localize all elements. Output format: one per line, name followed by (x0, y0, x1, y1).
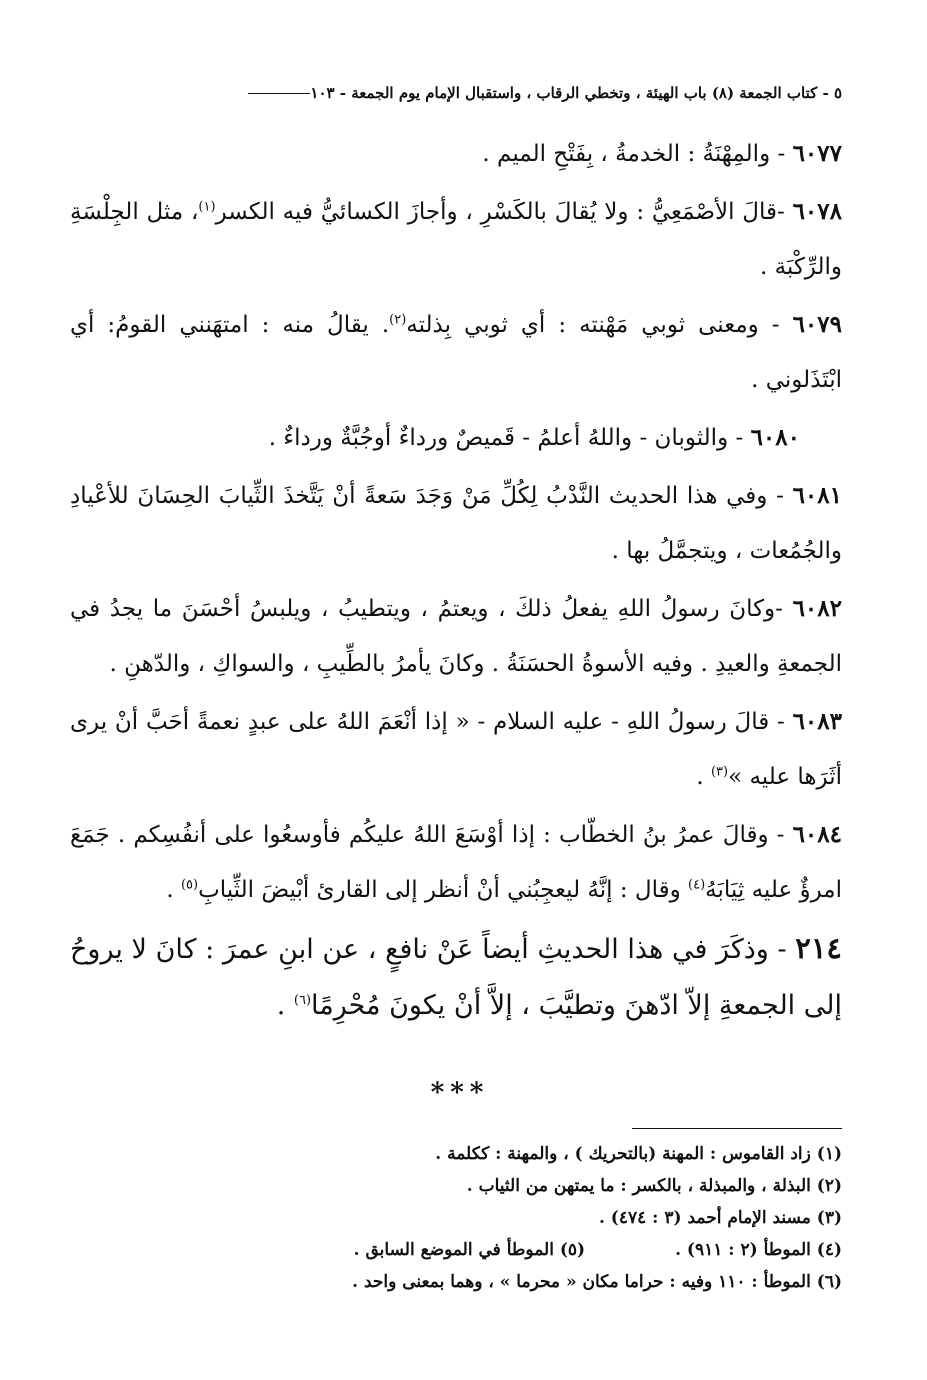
paragraph-text: - وذكَرَ في هذا الحديثِ أيضاً عَنْ نافعٍ ، عن ابنِ عمرَ : كانَ لا يروحُ إلى الجمعةِ إلاّ ادّهنَ وتطيَّبَ ، إلاَّ أنْ يكونَ مُحْرِمًا (70, 934, 842, 1021)
paragraph-text: -قالَ الأصْمَعِيُّ : ولا يُقالَ بالكَسْرِ ، وأجازَ الكسائيُّ فيه الكسر (215, 199, 793, 225)
paragraph-number: ٦٠٨٤ (792, 821, 842, 848)
paragraph-text: وقال : إنَّهُ ليعجِبُني أنْ أنظر إلى القارئ أبْيضَ الثِّيابِ (198, 877, 689, 903)
paragraph-6081 (70, 468, 842, 579)
footnote-text: (٣) مسند الإمام أحمد (٣ : ٤٧٤) . (598, 1208, 842, 1228)
paragraph-text: - ومعنى ثوبي مَهْنته : أي ثوبي بِذلته (406, 312, 793, 338)
paragraph-214 (70, 920, 842, 1034)
header-title: ٥ - كتاب الجمعة (٨) باب الهيئة ، وتخطي الرقاب ، واستقبال الإمام يوم الجمعة - ١٠٣ (310, 84, 842, 102)
footnote-4-5 (70, 1234, 842, 1266)
paragraph-6083 (70, 694, 842, 805)
footnote-text: (٤) الموطأ (٢ : ٩١١) . (675, 1240, 842, 1260)
paragraph-text: - والثوبان - واللهُ أعلمُ - قَميصٌ ورداءٌ أوجُبَّةٌ ورداءٌ . (268, 425, 751, 451)
footnote-ref: (٥) (180, 877, 199, 893)
footnote-2 (70, 1170, 842, 1202)
paragraph-number: ٢١٤ (795, 931, 842, 965)
running-header (70, 78, 842, 108)
paragraph-text: - وقالَ عمرُ بنُ الخطّاب : إذا أوْسَعَ اللهُ عليكُم فأوسعُوا على أنفُسِكم . جَمَعَ امرؤٌ عليه ثِيَابَهُ (70, 822, 842, 903)
paragraph-6078 (70, 184, 842, 295)
main-text (70, 126, 842, 1036)
section-separator: *** (430, 1078, 490, 1108)
paragraph-number: ٦٠٧٩ (792, 311, 842, 338)
paragraph-number: ٦٠٧٧ (792, 140, 842, 167)
footnote-text: (١) زاد القاموس : المهنة (بالتحريك ) ، والمهنة : ككلمة . (435, 1144, 842, 1164)
footnote-1 (70, 1138, 842, 1170)
paragraph-text: . (696, 764, 711, 790)
paragraph-number: ٦٠٨٠ (750, 424, 800, 451)
paragraph-number: ٦٠٨١ (792, 482, 842, 509)
paragraph-text: . يقالُ منه : امتهَنني القومُ: أي ابْتَذَلوني . (70, 312, 842, 393)
paragraph-6077 (70, 126, 842, 182)
footnote-3 (70, 1202, 842, 1234)
footnote-text: (٢) البذلة ، والمبذلة ، بالكسر : ما يمتهن من الثياب . (466, 1176, 842, 1196)
footnote-ref: (٤) (688, 877, 706, 893)
footnote-ref: (٣) (710, 764, 729, 780)
footnote-ref: (٦) (293, 993, 312, 1008)
paragraph-6084 (70, 807, 842, 918)
header-rule (248, 93, 310, 94)
paragraph-number: ٦٠٧٨ (792, 198, 842, 225)
paragraph-6082 (70, 581, 842, 692)
paragraph-6080 (70, 410, 842, 466)
paragraph-text: ، مثل الجِلْسَةِ والرِّكْبَة . (70, 199, 842, 280)
paragraph-text: - وفي هذا الحديث النَّدْبُ لِكُلِّ مَنْ وَجَدَ سَعةً أنْ يَتَّخذَ الثِّيابَ الحِسَانَ للأعْيادِ والجُمُعات ، ويتجمَّلُ بها . (70, 483, 842, 564)
footnote-text: (٦) الموطأ : ١١٠ وفيه : حراما مكان « محرما » ، وهما بمعنى واحد . (352, 1272, 842, 1292)
paragraph-number: ٦٠٨٣ (792, 708, 842, 735)
paragraph-6079 (70, 297, 842, 408)
footnote-6 (70, 1266, 842, 1298)
paragraph-text: . (166, 877, 181, 903)
paragraph-text: - والمِهْنَةُ : الخدمةُ ، بِفَتْحِ الميم . (482, 141, 793, 167)
paragraph-text: - قالَ رسولُ اللهِ - عليه السلام - « إذا أنْعَمَ اللهُ على عبدٍ نعمةً أحَبَّ أنْ يرى أثَرَها عليه » (70, 709, 842, 790)
footnote-rule (632, 1128, 842, 1129)
footnote-text: (٥) الموطأ في الموضع السابق . (353, 1240, 586, 1260)
footnote-ref: (٢) (389, 312, 407, 328)
footnote-ref: (١) (198, 199, 216, 215)
paragraph-text: -وكانَ رسولُ اللهِ يفعلُ ذلكَ ، ويعتمُ ، ويتطيبُ ، ويلبسُ أحْسَنَ ما يجدُ في الجمعةِ والعيدِ . وفيه الأسوةُ الحسَنَةُ . وكانَ يأمرُ بالطِّيبِ ، والسواكِ ، والدّهنِ . (70, 596, 842, 677)
footnotes (70, 1138, 842, 1298)
paragraph-number: ٦٠٨٢ (792, 595, 842, 622)
paragraph-text: . (276, 990, 294, 1021)
